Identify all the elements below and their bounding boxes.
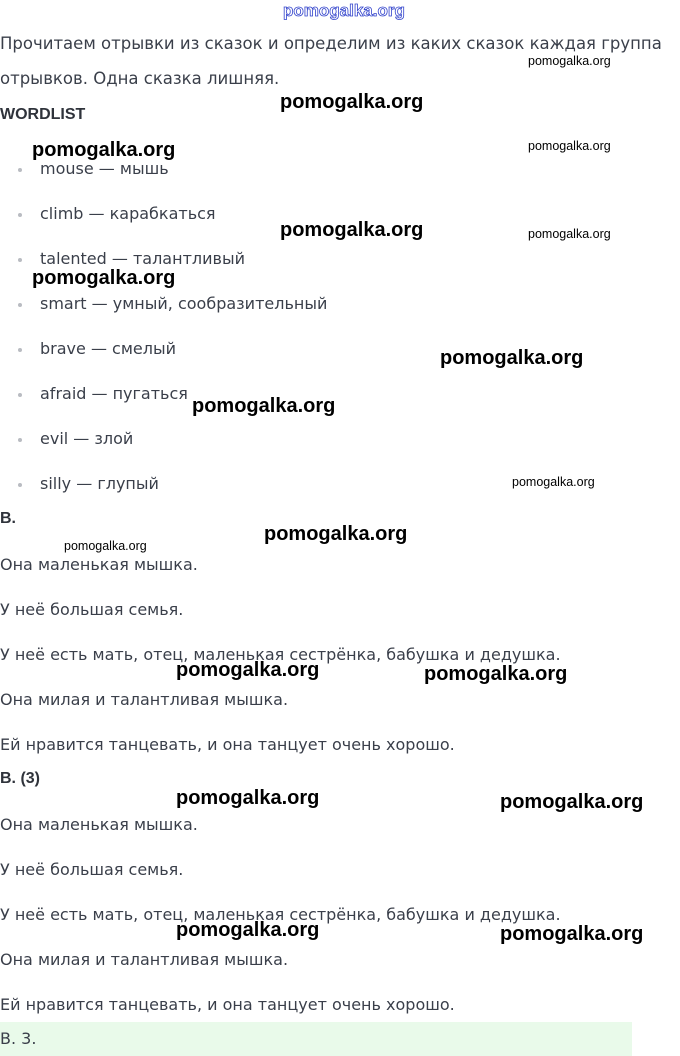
section2-line: У неё большая семья. — [0, 860, 184, 879]
watermark: pomogalka.org — [512, 475, 595, 489]
section1-line: У неё есть мать, отец, маленькая сестрёнка, бабушка и дедушка. — [0, 645, 561, 664]
watermark: pomogalka.org — [176, 659, 320, 681]
section1-label: B. — [0, 510, 16, 527]
section1-line: Она маленькая мышка. — [0, 555, 198, 574]
watermark: pomogalka.org — [424, 663, 568, 685]
answer-box — [0, 1022, 632, 1056]
watermark: pomogalka.org — [528, 54, 611, 68]
watermark: pomogalka.org — [280, 219, 424, 241]
watermark: pomogalka.org — [32, 139, 176, 161]
watermark: pomogalka.org — [500, 923, 644, 945]
watermark: pomogalka.org — [176, 787, 320, 809]
intro-line-1: Прочитаем отрывки из сказок и определим из каких сказок каждая группа — [0, 34, 662, 53]
watermark: pomogalka.org — [440, 347, 584, 369]
wordlist-item: mouse — мышь — [40, 159, 169, 178]
section2-label: B. (3) — [0, 770, 40, 787]
wordlist-item: silly — глупый — [40, 474, 159, 493]
section1-line: Она милая и талантливая мышка. — [0, 690, 289, 709]
section2-line: Она милая и талантливая мышка. — [0, 950, 289, 969]
intro-line-2: отрывков. Одна сказка лишняя. — [0, 69, 280, 88]
wordlist-heading: WORDLIST — [0, 106, 86, 123]
answer-text: B. 3. — [0, 1029, 37, 1048]
section2-line: Ей нравится танцевать, и она танцует очень хорошо. — [0, 995, 455, 1014]
watermark: pomogalka.org — [176, 919, 320, 941]
watermark: pomogalka.org — [280, 91, 424, 113]
wordlist-item: afraid — пугаться — [40, 384, 188, 403]
section1-line: Ей нравится танцевать, и она танцует очень хорошо. — [0, 735, 455, 754]
section2-line: У неё есть мать, отец, маленькая сестрёнка, бабушка и дедушка. — [0, 905, 561, 924]
bullet-icon — [18, 483, 22, 487]
wordlist-item: talented — талантливый — [40, 249, 245, 268]
bullet-icon — [18, 213, 22, 217]
watermark: pomogalka.org — [528, 227, 611, 241]
bullet-icon — [18, 303, 22, 307]
bullet-icon — [18, 168, 22, 172]
watermark: pomogalka.org — [264, 523, 408, 545]
watermark: pomogalka.org — [192, 395, 336, 417]
wordlist-item: brave — смелый — [40, 339, 176, 358]
watermark: pomogalka.org — [64, 539, 147, 553]
watermark: pomogalka.org — [500, 791, 644, 813]
bullet-icon — [18, 258, 22, 262]
section1-line: У неё большая семья. — [0, 600, 184, 619]
watermark: pomogalka.org — [528, 139, 611, 153]
bullet-icon — [18, 393, 22, 397]
wordlist-item: climb — карабкаться — [40, 204, 216, 223]
bullet-icon — [18, 348, 22, 352]
site-watermark-top: pomogalka.org — [283, 1, 405, 20]
section2-line: Она маленькая мышка. — [0, 815, 198, 834]
wordlist-item: smart — умный, сообразительный — [40, 294, 328, 313]
bullet-icon — [18, 438, 22, 442]
watermark: pomogalka.org — [32, 267, 176, 289]
wordlist-item: evil — злой — [40, 429, 134, 448]
